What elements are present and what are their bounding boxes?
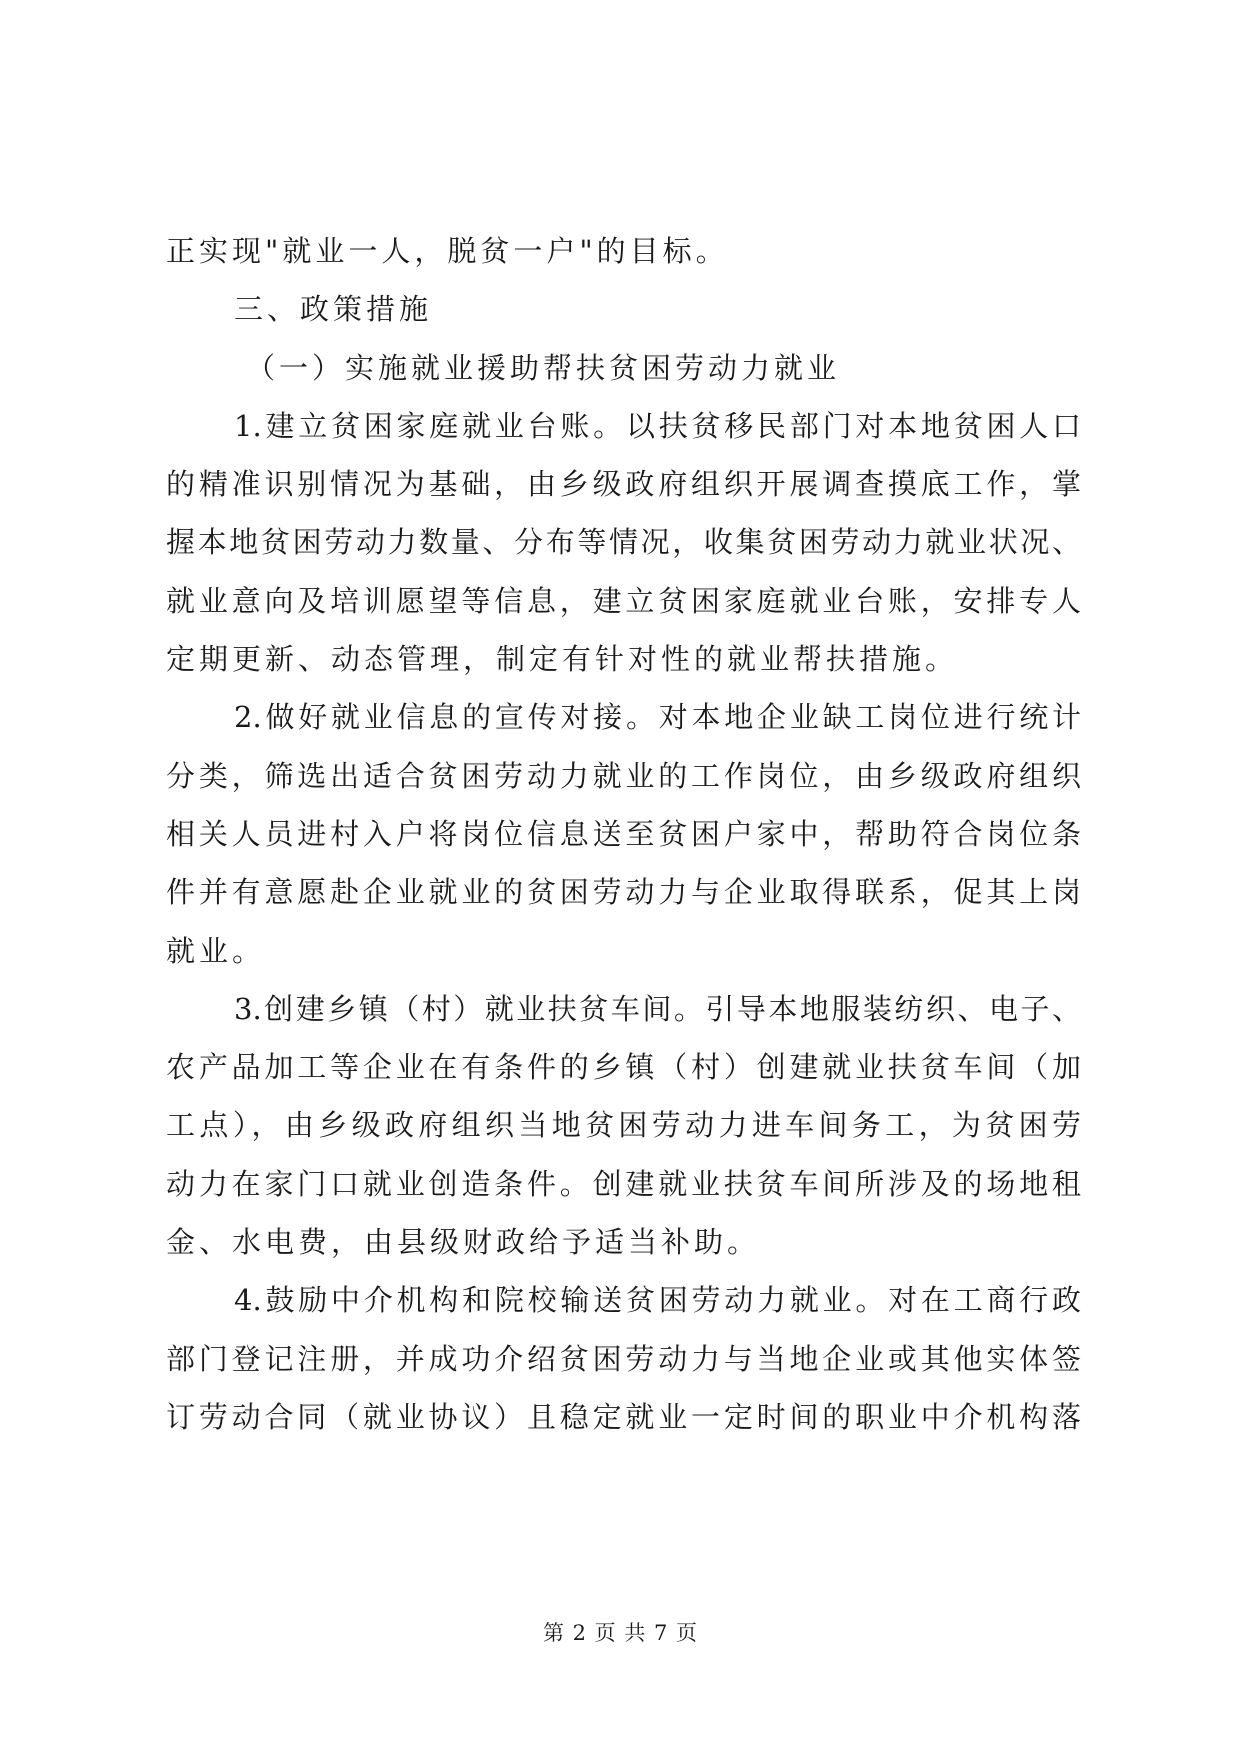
text-line: 金、水电费，由县级财政给予适当补助。	[166, 1225, 761, 1260]
text-line: 握本地贫困劳动力数量、分布等情况，收集贫困劳动力就业状况、	[166, 525, 1081, 560]
text-line: 农产品加工等企业在有条件的乡镇（村）创建就业扶贫车间（加	[166, 1050, 1081, 1085]
text-line: 正实现"就业一人，脱贫一户"的目标。	[166, 234, 729, 268]
text-line: 分类，筛选出适合贫困劳动力就业的工作岗位，由乡级政府组织	[166, 758, 1081, 793]
text-line: 1.建立贫困家庭就业台账。以扶贫移民部门对本地贫困人口	[234, 408, 1081, 443]
text-line: 件并有意愿赴企业就业的贫困劳动力与企业取得联系，促其上岗	[166, 875, 1081, 910]
text-line: 相关人员进村入户将岗位信息送至贫困户家中，帮助符合岗位条	[166, 816, 1081, 851]
text-line: 部门登记注册，并成功介绍贫困劳动力与当地企业或其他实体签	[166, 1341, 1081, 1376]
page-footer: 第 2 页 共 7 页	[542, 1621, 699, 1645]
body-text	[166, 222, 1081, 1446]
text-line: 3.创建乡镇（村）就业扶贫车间。引导本地服装纺织、电子、	[234, 991, 1081, 1026]
text-line: 就业意向及培训愿望等信息，建立贫困家庭就业台账，安排专人	[166, 583, 1081, 618]
text-line: 2.做好就业信息的宣传对接。对本地企业缺工岗位进行统计	[234, 700, 1081, 735]
text-line: 工点），由乡级政府组织当地贫困劳动力进车间务工，为贫困劳	[166, 1108, 1081, 1143]
text-line: 订劳动合同（就业协议）且稳定就业一定时间的职业中介机构落	[166, 1399, 1081, 1434]
section-heading: 三、政策措施	[234, 292, 433, 327]
text-line: 就业。	[166, 933, 266, 968]
subsection-heading: （一）实施就业援助帮扶贫困劳动力就业	[246, 350, 841, 385]
text-line: 的精准识别情况为基础，由乡级政府组织开展调查摸底工作，掌	[166, 467, 1081, 502]
text-line: 动力在家门口就业创造条件。创建就业扶贫车间所涉及的场地租	[166, 1166, 1081, 1201]
text-line: 定期更新、动态管理，制定有针对性的就业帮扶措施。	[166, 642, 959, 677]
text-line: 4.鼓励中介机构和院校输送贫困劳动力就业。对在工商行政	[234, 1283, 1081, 1318]
